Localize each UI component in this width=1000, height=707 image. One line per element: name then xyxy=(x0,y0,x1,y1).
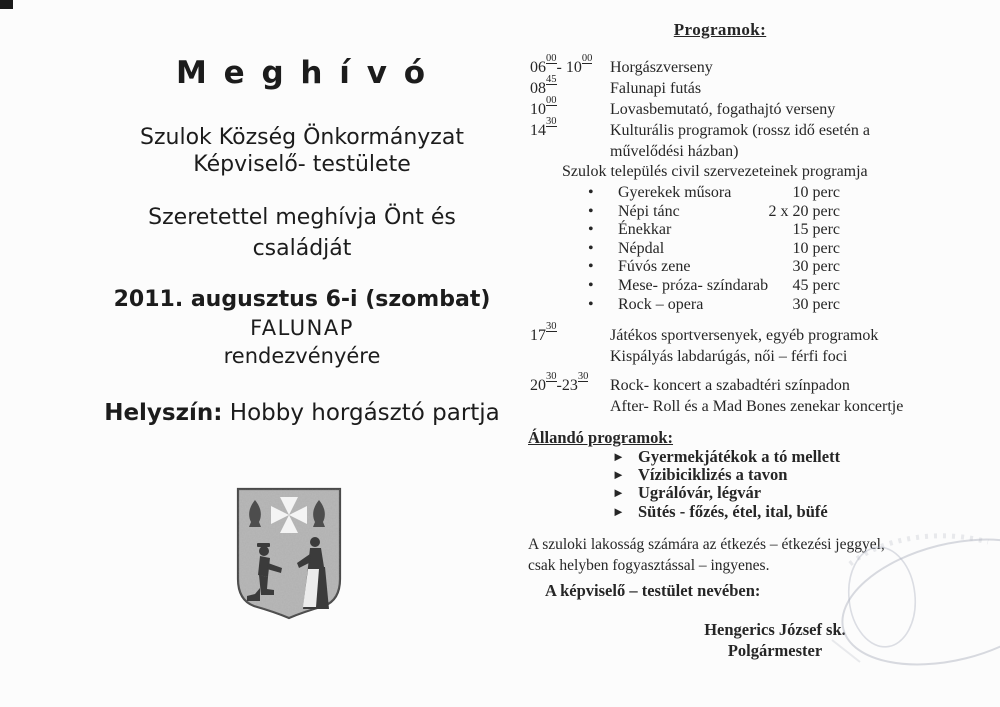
program-description-line: Kulturális programok (rossz idő esetén a xyxy=(610,122,870,139)
program-description xyxy=(610,120,970,162)
program-description-line: Horgászverseny xyxy=(610,59,713,76)
civil-program-duration: 30 perc xyxy=(792,258,840,276)
program-description-line: művelődési házban) xyxy=(610,143,739,160)
permanent-program-label: Gyermekjátékok a tó mellett xyxy=(638,447,841,466)
civil-program-duration: 30 perc xyxy=(792,295,840,313)
civil-program-name: Rock – opera xyxy=(618,295,704,313)
bullet-icon: • xyxy=(588,276,594,294)
program-time: $08^{45}$ xyxy=(530,73,557,97)
civil-programs-heading: Szulok település civil szervezeteinek programja xyxy=(562,163,868,180)
civil-program-name: Népdal xyxy=(618,239,665,257)
program-time: $10^{00}$ xyxy=(530,94,557,118)
arrow-bullet-icon: ► xyxy=(612,449,625,464)
organizer-line2: Képviselő- testülete xyxy=(193,152,411,177)
coat-of-arms-icon xyxy=(231,484,347,624)
greeting-line2: családját xyxy=(252,236,352,261)
civil-program-row xyxy=(588,184,840,203)
greeting-text xyxy=(68,202,536,264)
civil-program-duration: 10 perc xyxy=(792,239,840,257)
signature-title: Polgármester xyxy=(727,641,823,660)
program-row xyxy=(530,52,970,78)
invitation-title: M e g h í v ó xyxy=(175,55,429,91)
event-location xyxy=(68,400,536,426)
permanent-programs-heading-text: Állandó programok: xyxy=(528,428,674,447)
civil-program-name: Fúvós zene xyxy=(618,258,691,276)
program-row xyxy=(530,94,970,120)
permanent-program-row xyxy=(612,466,840,484)
scan-artifact-corner xyxy=(0,0,13,9)
bullet-icon: • xyxy=(588,221,594,239)
organizer-name xyxy=(68,124,536,178)
civil-program-row xyxy=(588,221,840,240)
programs-heading-text: Programok: xyxy=(673,20,767,39)
meal-note-line1: A szuloki lakosság számára az étkezés – étkezési jeggyel, xyxy=(528,536,885,553)
signature-name: Hengerics József sk. xyxy=(704,620,846,639)
programs-heading xyxy=(530,20,910,40)
schedule-list xyxy=(530,52,970,162)
meal-note-line2: csak helyben fogyasztással – ingyenes. xyxy=(528,557,770,574)
civil-programs-list xyxy=(588,184,840,314)
program-description xyxy=(610,375,970,417)
program-time: $17^{30}$ xyxy=(530,320,557,344)
civil-program-duration: 45 perc xyxy=(792,276,840,294)
bullet-icon: • xyxy=(588,202,594,220)
program-description-line: Rock- koncert a szabadtéri színpadon xyxy=(610,377,850,394)
arrow-bullet-icon: ► xyxy=(612,485,625,501)
program-time: $20^{30}-23^{30}$ xyxy=(530,370,589,394)
program-description xyxy=(610,57,970,78)
bullet-icon: • xyxy=(588,239,594,257)
greeting-line1: Szeretettel meghívja Önt és xyxy=(148,205,456,230)
civil-program-name: Népi tánc xyxy=(618,202,680,220)
program-description-line: Kispályás labdarúgás, női – férfi foci xyxy=(610,348,848,365)
civil-program-row xyxy=(588,258,840,277)
event-name: FALUNAP xyxy=(250,316,354,340)
event-date-block xyxy=(68,286,536,370)
permanent-program-label: Ugrálóvár, légvár xyxy=(638,483,762,503)
program-description-line: Falunapi futás xyxy=(610,80,702,97)
program-description xyxy=(610,99,970,120)
civil-program-duration: 10 perc xyxy=(792,184,840,201)
bullet-icon: • xyxy=(588,295,594,313)
civil-program-row xyxy=(588,203,840,222)
program-row xyxy=(530,320,970,367)
signature-block xyxy=(665,619,885,661)
permanent-program-row xyxy=(612,448,840,466)
meal-note xyxy=(528,534,988,576)
permanent-program-label: Vízibiciklizés a tavon xyxy=(638,465,788,485)
civil-program-row xyxy=(588,240,840,259)
civil-program-name: Gyerekek műsora xyxy=(618,184,732,201)
arrow-bullet-icon: ► xyxy=(612,467,625,483)
civil-program-name: Mese- próza- színdarab xyxy=(618,276,769,294)
program-description-line: Lovasbemutató, fogathajtó verseny xyxy=(610,101,836,118)
arrow-bullet-icon: ► xyxy=(612,503,625,519)
program-row xyxy=(530,370,970,417)
program-description-line: After- Roll és a Mad Bones zenekar koncertje xyxy=(610,398,904,415)
program-description xyxy=(610,78,970,99)
bullet-icon: • xyxy=(588,258,594,276)
event-date: 2011. augusztus 6-i (szombat) xyxy=(113,287,491,312)
program-description xyxy=(610,325,970,367)
evening-schedule-list xyxy=(530,320,970,425)
civil-program-row xyxy=(588,296,840,315)
program-time: $06^{00}-$ $10^{00}$ xyxy=(530,52,593,76)
program-description-line: Játékos sportversenyek, egyéb programok xyxy=(610,327,879,344)
civil-program-duration: 15 perc xyxy=(792,221,840,239)
civil-program-name: Énekkar xyxy=(618,221,672,239)
program-row xyxy=(530,115,970,162)
location-label: Helyszín: xyxy=(104,400,223,426)
permanent-programs-list xyxy=(612,448,840,521)
program-row xyxy=(530,73,970,99)
location-value-text: Hobby horgásztó partja xyxy=(229,400,500,426)
permanent-programs-heading xyxy=(528,428,673,448)
civil-program-duration: 2 x 20 perc xyxy=(768,202,840,220)
permanent-program-row xyxy=(612,503,840,521)
bullet-icon: • xyxy=(588,184,594,201)
on-behalf-text: A képviselő – testület nevében: xyxy=(545,581,761,600)
permanent-program-row xyxy=(612,484,840,502)
event-suffix: rendezvényére xyxy=(223,344,381,368)
organizer-line1: Szulok Község Önkormányzat xyxy=(140,125,464,150)
civil-program-row xyxy=(588,277,840,296)
permanent-program-label: Sütés - főzés, étel, ital, büfé xyxy=(638,501,828,521)
program-time: $14^{30}$ xyxy=(530,115,557,139)
